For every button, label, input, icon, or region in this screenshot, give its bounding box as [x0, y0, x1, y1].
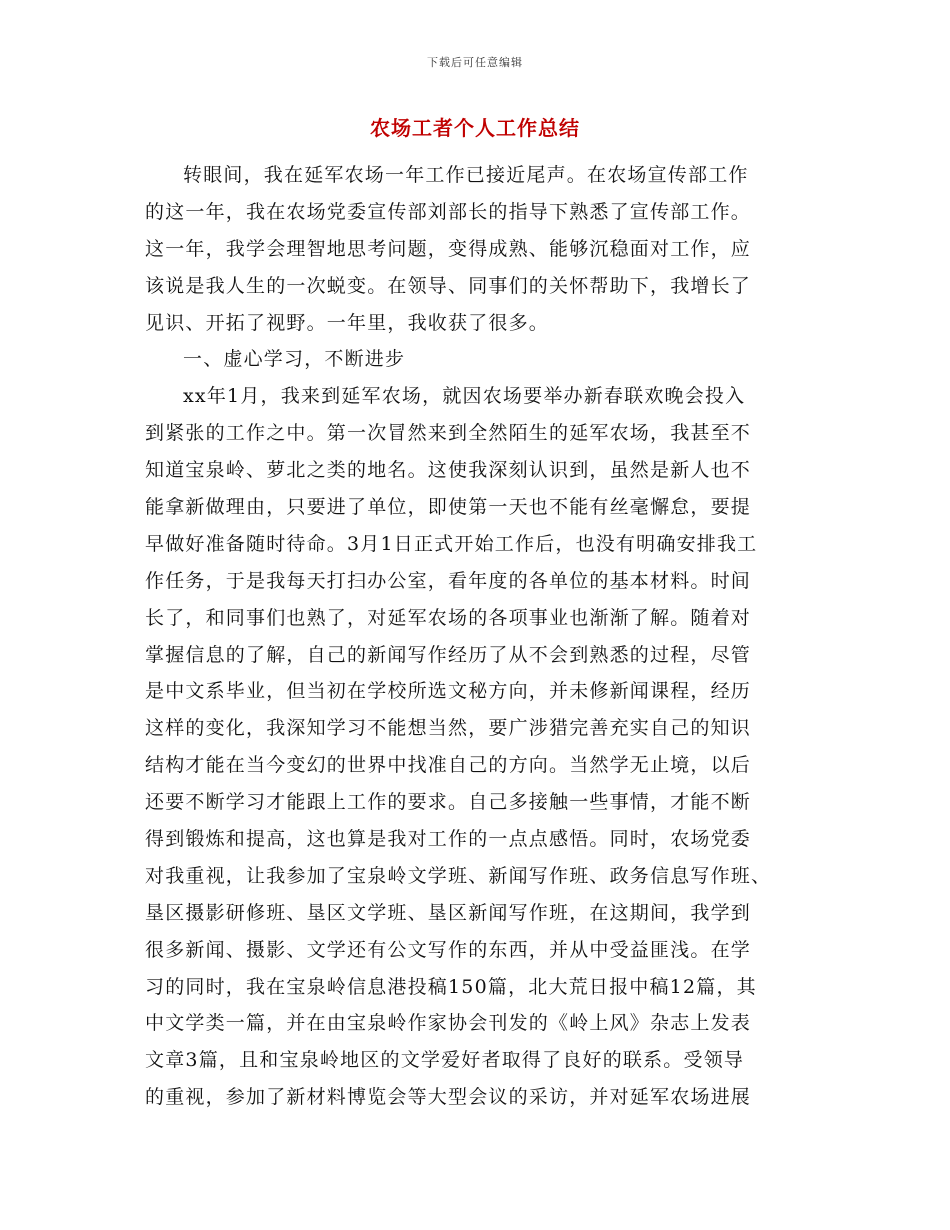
text-line: 长了，和同事们也熟了，对延军农场的各项事业也渐渐了解。随着对 — [145, 606, 752, 629]
document-title: 农场工者个人工作总结 — [370, 116, 580, 140]
text-line: 习的同时，我在宝泉岭信息港投稿150篇，北大荒日报中稿12篇，其 — [145, 975, 757, 998]
text-line: xx年1月，我来到延军农场，就因农场要举办新春联欢晚会投入 — [183, 385, 746, 408]
text-line: 早做好准备随时待命。3月1日正式开始工作后，也没有明确安排我工 — [145, 532, 758, 555]
text-line: 的重视，参加了新材料博览会等大型会议的采访，并对延军农场进展 — [145, 1086, 752, 1109]
text-line: 对我重视，让我参加了宝泉岭文学班、新闻写作班、政务信息写作班、 — [145, 864, 772, 887]
text-line: 结构才能在当今变幻的世界中找准自己的方向。当然学无止境，以后 — [145, 754, 752, 777]
text-line: 到紧张的工作之中。第一次冒然来到全然陌生的延军农场，我甚至不 — [145, 422, 752, 445]
text-line: 文章3篇，且和宝泉岭地区的文学爱好者取得了良好的联系。受领导 — [145, 1049, 745, 1072]
text-line: 作任务，于是我每天打扫办公室，看年度的各单位的基本材料。时间 — [145, 569, 752, 592]
text-line: 得到锻炼和提高，这也算是我对工作的一点点感悟。同时，农场党委 — [145, 828, 752, 851]
text-line: 的这一年，我在农场党委宣传部刘部长的指导下熟悉了宣传部工作。 — [145, 200, 752, 223]
text-line: 掌握信息的了解，自己的新闻写作经历了从不会到熟悉的过程，尽管 — [145, 643, 752, 666]
text-line: 很多新闻、摄影、文学还有公文写作的东西，并从中受益匪浅。在学 — [145, 938, 752, 961]
text-line: 一、虚心学习，不断进步 — [183, 348, 406, 371]
text-line: 这一年，我学会理智地思考问题，变得成熟、能够沉稳面对工作，应 — [145, 237, 752, 260]
text-line: 中文学类一篇，并在由宝泉岭作家协会刊发的《岭上风》杂志上发表 — [145, 1012, 752, 1035]
text-line: 能拿新做理由，只要进了单位，即使第一天也不能有丝毫懈怠，要提 — [145, 496, 752, 519]
text-line: 还要不断学习才能跟上工作的要求。自己多接触一些事情，才能不断 — [145, 791, 752, 814]
text-line: 该说是我人生的一次蜕变。在领导、同事们的关怀帮助下，我增长了 — [145, 274, 752, 297]
page-header: 下载后可任意编辑 — [427, 56, 523, 69]
text-line: 这样的变化，我深知学习不能想当然，要广涉猎完善充实自己的知识 — [145, 717, 752, 740]
text-line: 是中文系毕业，但当初在学校所选文秘方向，并未修新闻课程，经历 — [145, 680, 752, 703]
text-line: 知道宝泉岭、萝北之类的地名。这使我深刻认识到，虽然是新人也不 — [145, 459, 752, 482]
text-line: 垦区摄影研修班、垦区文学班、垦区新闻写作班，在这期间，我学到 — [145, 901, 752, 924]
text-line: 转眼间，我在延军农场一年工作已接近尾声。在农场宣传部工作 — [183, 164, 749, 186]
text-line: 见识、开拓了视野。一年里，我收获了很多。 — [145, 311, 550, 334]
document-body — [145, 157, 795, 1116]
